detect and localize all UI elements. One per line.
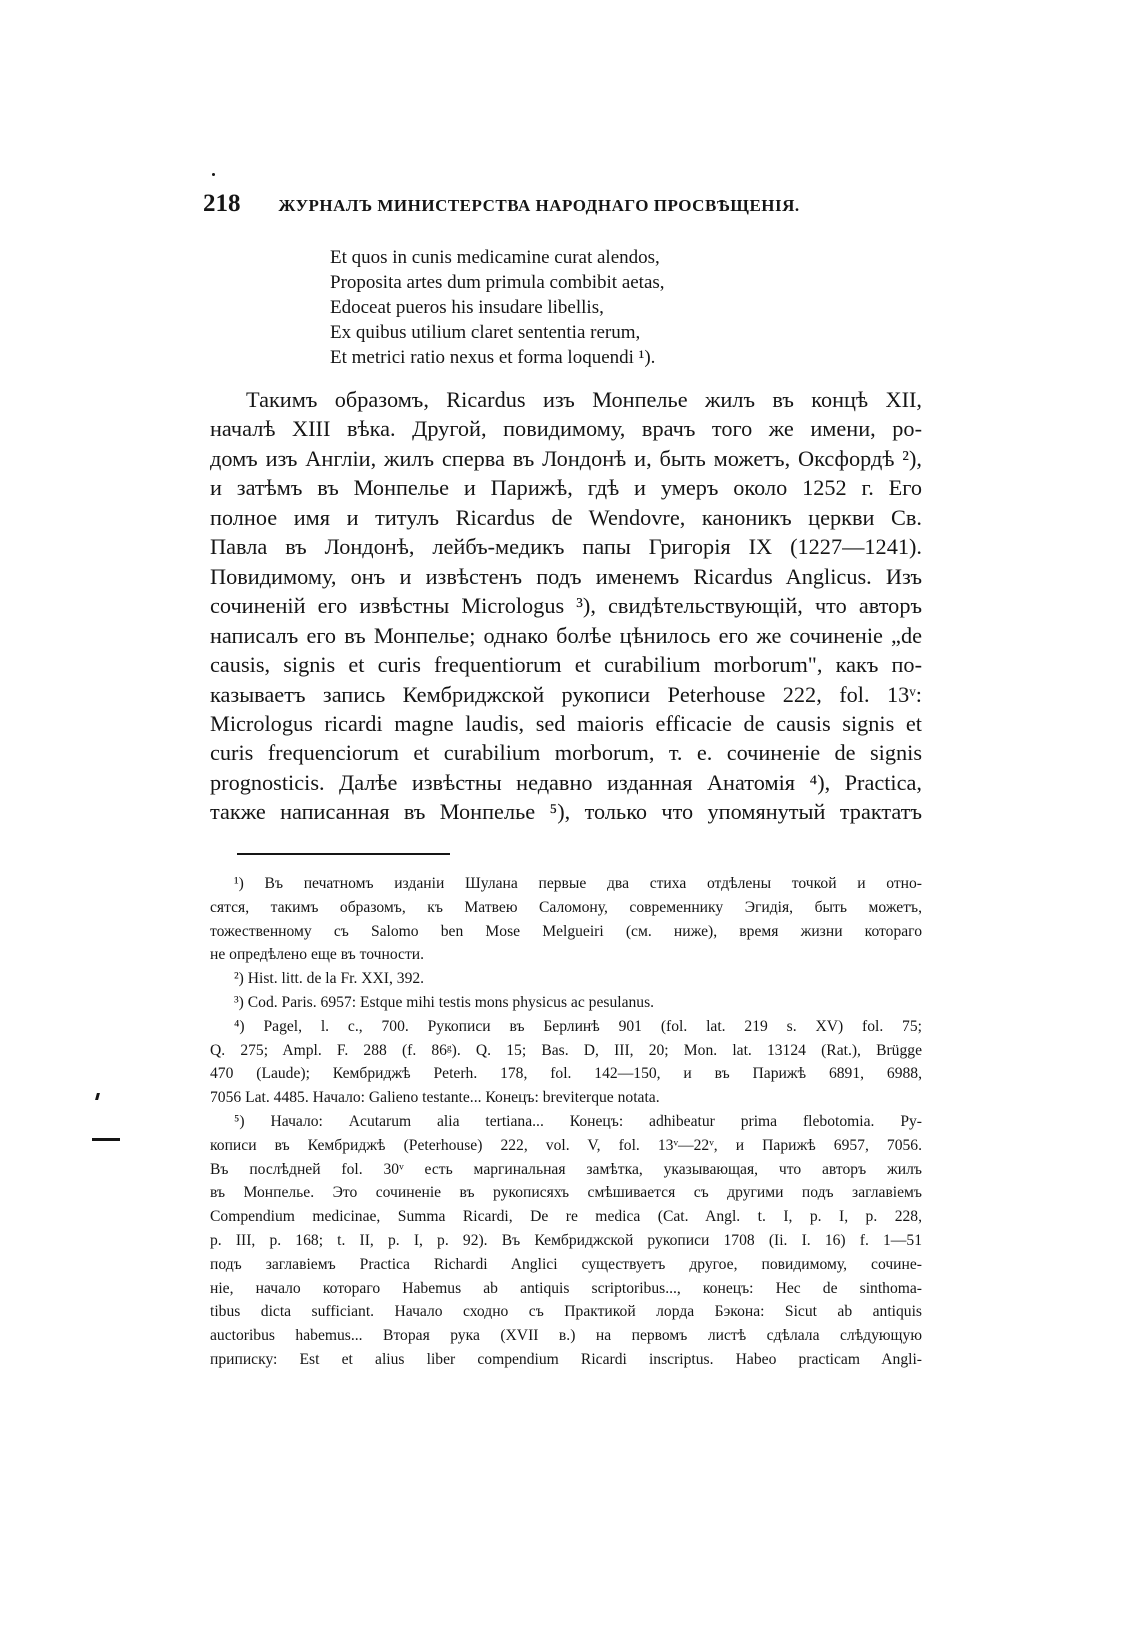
- footnote-line: Q. 275; Ampl. F. 288 (f. 86ᵍ). Q. 15; Bas. D, III, 20; Mon. lat. 13124 (Rat.), Brügge: [210, 1041, 922, 1059]
- footnote-line: 7056 Lat. 4485. Начало: Galieno testante... Конецъ: breviterque notata.: [210, 1089, 660, 1107]
- page-number: 218: [203, 190, 241, 217]
- paragraph-line: также написанная въ Монпелье ⁵), только что упомянутый трактатъ: [210, 799, 922, 825]
- footnote-line: auctoribus habemus... Вторая рука (XVII в.) на первомъ листѣ сдѣлала слѣдующую: [210, 1327, 922, 1345]
- paragraph-line: и затѣмъ въ Монпелье и Парижѣ, гдѣ и умеръ около 1252 г. Его: [210, 475, 922, 501]
- footnote-line: въ Монпелье. Это сочиненіе въ рукописяхъ смѣшивается съ другими подъ заглавіемъ: [210, 1184, 922, 1202]
- paragraph-line: causis, signis et curis frequentiorum et curabilium morborum", какъ по-: [210, 652, 922, 678]
- footnote-line: приписку: Est et alius liber compendium Ricardi inscriptus. Habeo practicam Angli-: [210, 1350, 922, 1368]
- paragraph-line: полное имя и титулъ Ricardus de Wendovre, каноникъ церкви Св.: [210, 504, 922, 530]
- footnote-separator: [237, 853, 450, 855]
- footnote-line: ³) Cod. Paris. 6957: Estque mihi testis mons physicus ac pesulanus.: [234, 993, 655, 1011]
- paragraph-line: домъ изъ Англіи, жилъ сперва въ Лондонѣ и, быть можетъ, Оксфордѣ ²),: [210, 445, 922, 471]
- running-title: ЖУРНАЛЪ МИНИСТЕРСТВА НАРОДНАГО ПРОСВѢЩЕНІЯ.: [278, 196, 800, 215]
- paragraph-line: сочиненій его извѣстны Micrologus ³), свидѣтельствующій, что авторъ: [210, 593, 922, 619]
- footnote-line: ⁵) Начало: Acutarum alia tertiana... Конецъ: adhibeatur prima flebotomia. Ру-: [234, 1112, 922, 1130]
- paragraph-line: prognosticis. Далѣе извѣстны недавно изданная Анатомія ⁴), Practica,: [210, 769, 922, 795]
- footnote-line: Compendium medicinae, Summa Ricardi, De re medica (Cat. Angl. t. I, p. I, p. 228,: [210, 1208, 922, 1226]
- footnote-line: ²) Hist. litt. de la Fr. XXI, 392.: [234, 970, 425, 988]
- page-header: [203, 190, 963, 218]
- footnote-line: сятся, такимъ образомъ, къ Матвею Саломону, современнику Эгидія, быть можетъ,: [210, 898, 922, 916]
- paragraph-line: Такимъ образомъ, Ricardus изъ Монпелье жилъ въ концѣ XII,: [246, 387, 922, 412]
- footnote-line: кописи въ Кембриджѣ (Peterhouse) 222, vol. V, fol. 13ᵛ—22ᵛ, и Парижѣ 6957, 7056.: [210, 1136, 922, 1154]
- footnote-line: ⁴) Pagel, l. c., 700. Рукописи въ Берлинѣ 901 (fol. lat. 219 s. XV) fol. 75;: [234, 1017, 922, 1035]
- paragraph-line: curis frequenciorum et curabilium morborum, т. е. сочиненіе de signis: [210, 740, 922, 766]
- binding-mark: [92, 1138, 120, 1141]
- footnote-line: тожественному съ Salomo ben Mose Melgueiri (см. ниже), время жизни котораго: [210, 922, 922, 940]
- verse-line: Edoceat pueros his insudare libellis,: [330, 297, 604, 318]
- verse-line: Proposita artes dum primula combibit aetas,: [330, 272, 665, 293]
- verse-line: Et quos in cunis medicamine curat alendos,: [330, 247, 660, 268]
- verse-line: Et metrici ratio nexus et forma loquendi ¹).: [330, 347, 656, 368]
- verse-quotation: [330, 245, 665, 370]
- footnote-line: не опредѣлено еще въ точности.: [210, 946, 425, 964]
- footnote-line: tibus dicta sufficiant. Начало сходно съ Практикой лорда Бэкона: Sicut ab antiquis: [210, 1303, 922, 1321]
- footnote-line: ¹) Въ печатномъ изданіи Шулана первые два стиха отдѣлены точкой и отно-: [234, 875, 922, 892]
- footnote-line: ніе, начало котораго Habemus ab antiquis scriptoribus..., конецъ: Hec de sinthoma-: [210, 1279, 922, 1297]
- paragraph-line: Повидимому, онъ и извѣстенъ подъ именемъ Ricardus Anglicus. Изъ: [210, 563, 922, 589]
- footnote-line: подъ заглавіемъ Practica Richardi Anglici существуетъ другое, повидимому, сочине-: [210, 1255, 922, 1273]
- main-paragraph: [210, 385, 922, 827]
- footnote-line: 470 (Laude); Кембриджѣ Peterh. 178, fol. 142—150, и въ Парижѣ 6891, 6988,: [210, 1065, 922, 1083]
- footnote-line: Въ послѣдней fol. 30ᵛ есть маргинальная замѣтка, указывающая, что авторъ жилъ: [210, 1160, 922, 1178]
- paragraph-line: Павла въ Лондонѣ, лейбъ-медикъ папы Григорія IX (1227—1241).: [210, 534, 922, 560]
- paragraph-line: началѣ XIII вѣка. Другой, повидимому, врачъ того же имени, ро-: [210, 416, 922, 442]
- page-speck: [212, 173, 215, 176]
- margin-mark: [95, 1093, 100, 1100]
- paragraph-line: казываетъ запись Кембриджской рукописи Peterhouse 222, fol. 13ᵛ:: [210, 681, 922, 707]
- footnote-line: p. III, p. 168; t. II, p. I, p. 92). Въ Кембриджской рукописи 1708 (Ii. I. 16) f. 1—51: [210, 1231, 922, 1249]
- paragraph-line: написалъ его въ Монпелье; однако болѣе цѣнилось его же сочиненіе „de: [210, 622, 922, 648]
- paragraph-line: Micrologus ricardi magne laudis, sed maioris efficacie de causis signis et: [210, 710, 922, 736]
- footnotes: [210, 872, 922, 1372]
- verse-line: Ex quibus utilium claret sententia rerum,: [330, 322, 641, 343]
